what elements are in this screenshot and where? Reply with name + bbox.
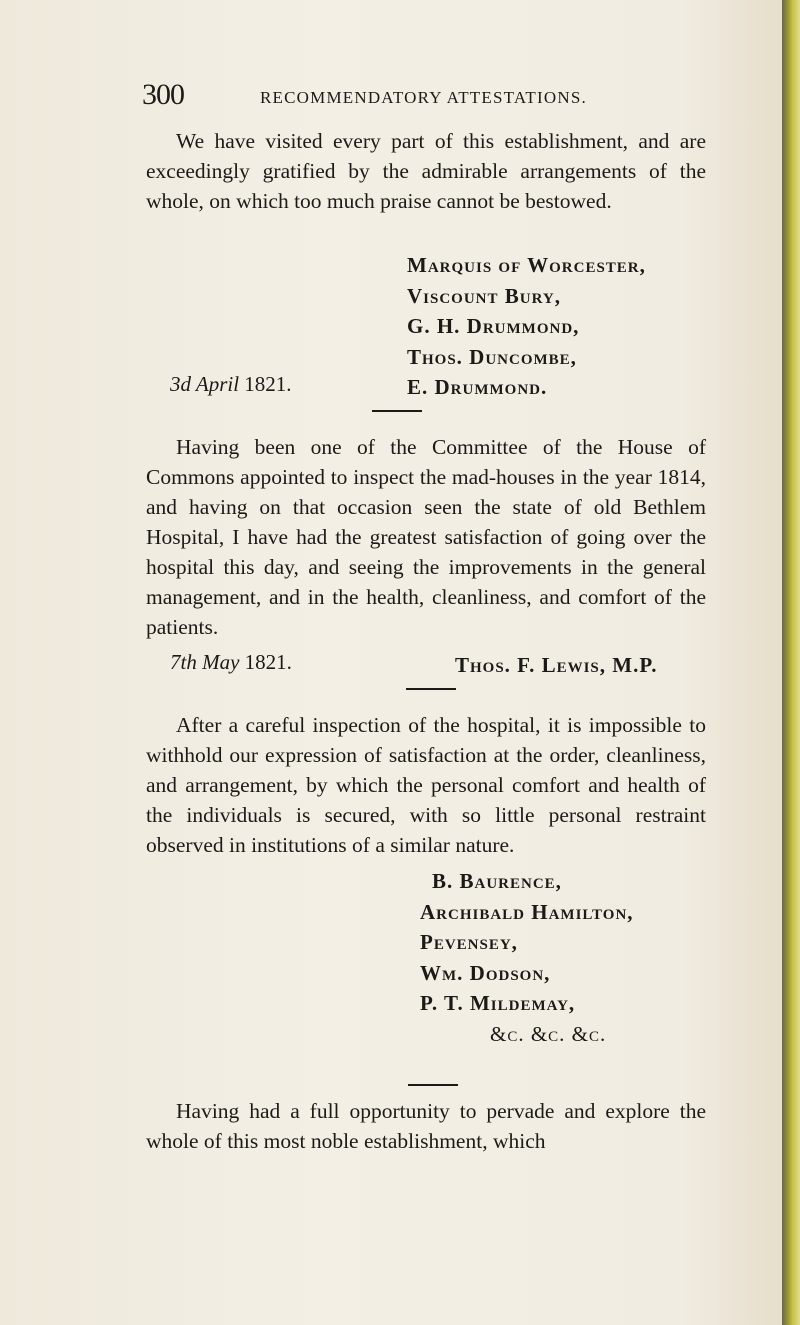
section-divider xyxy=(406,688,456,690)
page-number: 300 xyxy=(142,78,184,111)
signatory: Viscount Bury, xyxy=(407,283,561,308)
attestation-1-paragraph: We have visited every part of this establishment, and are exceedingly gratified by the admirable arrangements of the whole, on which too much praise cannot be bestowed. xyxy=(146,129,706,213)
attestation-1-signatories xyxy=(407,250,646,403)
date-day: 7th May xyxy=(170,650,240,674)
date-year: 1821. xyxy=(244,650,292,674)
page-header xyxy=(142,78,642,118)
attestation-4-paragraph: Having had a full opportunity to pervade and explore the whole of this most noble establishment, which xyxy=(146,1099,706,1153)
signatory: Wm. Dodson, xyxy=(420,960,551,985)
signatory: Thos. F. Lewis, M.P. xyxy=(455,653,658,677)
section-divider xyxy=(408,1084,458,1086)
attestation-2-date xyxy=(170,650,292,675)
signatory: E. Drummond. xyxy=(407,375,548,399)
date-year: 1821. xyxy=(244,372,292,396)
page-edge xyxy=(782,0,800,1325)
attestation-2-signatories xyxy=(455,650,658,681)
signatory: G. H. Drummond, xyxy=(407,314,580,338)
date-day: 3d April xyxy=(170,372,240,396)
attestation-3-signatories xyxy=(420,866,634,1049)
running-head: RECOMMENDATORY ATTESTATIONS. xyxy=(260,88,587,107)
signatory: Marquis of Worcester, xyxy=(407,253,646,277)
section-divider xyxy=(372,410,422,412)
attestation-3-paragraph: After a careful inspection of the hospital, it is impossible to withhold our expression of satisfaction at the order, cleanliness, and arrangement, by which the personal comfort and health of the individuals is secured, with so little personal restraint observed in institutions of a similar nature. xyxy=(146,713,706,857)
signatory-etc: &c. &c. &c. xyxy=(490,1021,607,1046)
attestation-1-date xyxy=(170,372,292,397)
signatory: Thos. Duncombe, xyxy=(407,344,577,369)
attestation-2-paragraph: Having been one of the Committee of the House of Commons appointed to inspect the mad-houses in the year 1814, and having on that occasion seen the state of old Bethlem Hospital, I have had the greatest satisfaction of going over the hospital this day, and seeing the improvements in the general management, and in the health, cleanliness, and comfort of the patients. xyxy=(146,435,706,639)
signatory: Archibald Hamilton, xyxy=(420,899,634,924)
signatory: B. Baurence, xyxy=(432,869,562,893)
signatory: Pevensey, xyxy=(420,930,518,954)
signatory: P. T. Mildemay, xyxy=(420,991,576,1015)
